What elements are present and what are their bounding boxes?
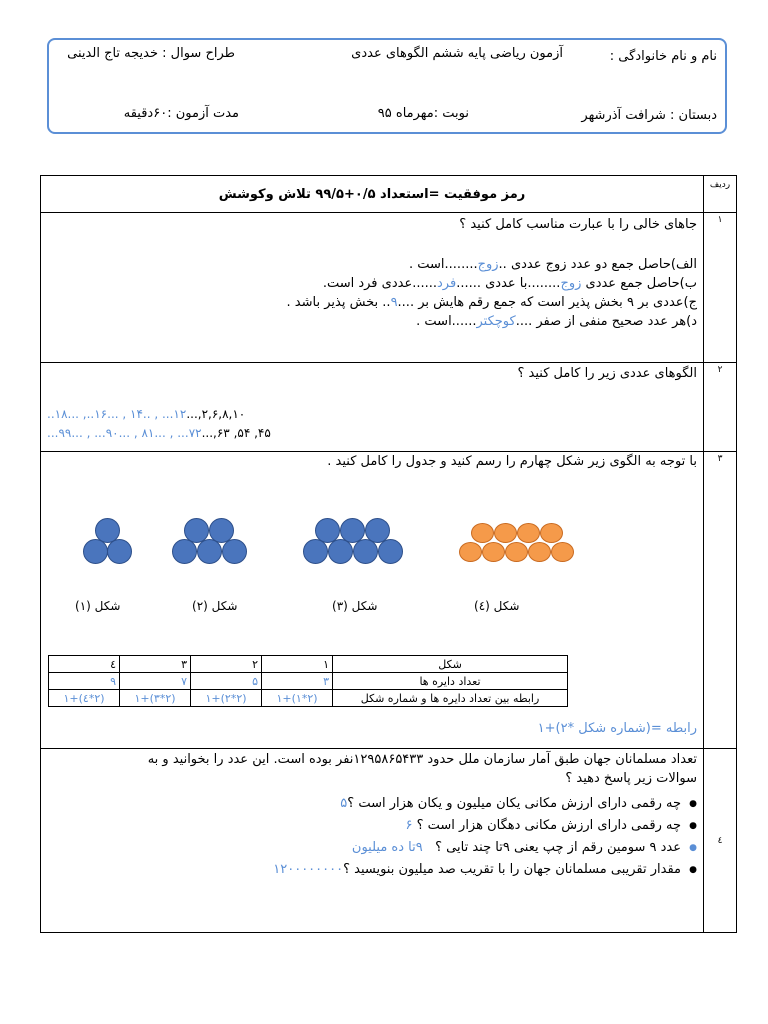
motto-text: رمز موفقیت =استعداد ۰/۵+۹۹/۵ تلاش وکوشش — [218, 186, 526, 202]
q4-answer-2: ۶ — [405, 818, 413, 833]
exam-table — [40, 175, 737, 933]
shape-num-2: ۲ — [191, 656, 262, 673]
designer: طراح سوال : خدیجه تاج الدینی — [67, 46, 235, 61]
shape-3-label: شکل (۳) — [332, 599, 378, 613]
q1-b-answer-2: فرد — [437, 276, 457, 291]
shape-1-label: شکل (۱) — [75, 599, 121, 613]
q1-b-answer-1: زوج — [560, 276, 582, 291]
q3-prompt: با توجه به الگوی زیر شکل چهارم را رسم کنید و جدول را کامل کنید . — [327, 454, 697, 469]
count-1: ۳ — [262, 673, 333, 690]
relation-2: (۲*۲)+۱ — [191, 690, 262, 707]
q2-number: ۲ — [704, 363, 737, 452]
q4-answer-1: ۵ — [340, 796, 348, 811]
q2-sequence-2: ۴۵, ۵۴, ۶۳,...۷۲... , ...۸۱ , ...۹۰... , ...۹۹... — [47, 426, 271, 440]
pattern-table — [48, 655, 568, 707]
duration: مدت آزمون :۶۰دقیقه — [123, 106, 239, 121]
row-header-relation: رابطه بین تعداد دایره ها و شماره شکل — [333, 690, 568, 707]
exam-title: آزمون ریاضی پایه ششم الگوهای عددی — [351, 46, 563, 61]
q4-bullet-3: ● عدد ۹ سومین رقم از چپ یعنی ۹تا چند تایی ؟ ۹تا ده میلیون — [273, 840, 681, 862]
shape-num-3: ۳ — [120, 656, 191, 673]
q1-line-b: ب)حاصل جمع عددی زوج........با عددی ......فرد......عددی فرد است. — [322, 276, 697, 291]
q2-prompt: الگوهای عددی زیر را کامل کنید ؟ — [517, 366, 697, 381]
q3-cell — [41, 452, 704, 749]
q2-seq1-answers: ۱۲... , ..۱۴ , ...۱۶.., ...۱۸.. — [47, 407, 187, 421]
q1-c-answer: ۹ — [390, 295, 398, 310]
count-3: ۷ — [120, 673, 191, 690]
q1-prompt: جاهای خالی را با عبارت مناسب کامل کنید ؟ — [459, 217, 697, 232]
q1-line-d: د)هر عدد صحیح منفی از صفر ....کوچکتر......است . — [416, 314, 697, 329]
radif-header: ردیف — [704, 176, 737, 213]
q1-a-answer: زوج — [477, 257, 499, 272]
q4-answer-3: ۹تا ده میلیون — [351, 840, 423, 855]
q4-intro-1: تعداد مسلمانان جهان طبق آمار سازمان ملل حدود ۱۲۹۵۸۶۵۴۳۳نفر بوده است. این عدد را بخوانید و به — [147, 752, 697, 767]
school: دبستان : شرافت آذرشهر — [581, 108, 717, 123]
q1-line-a: الف)حاصل جمع دو عدد زوج عددی ..زوج........است . — [409, 257, 697, 272]
shape-4-label: شکل (٤) — [474, 599, 520, 613]
row-header-shape: شکل — [333, 656, 568, 673]
q2-sequence-1: ۲,۶,۸,۱۰,...۱۲... , ..۱۴ , ...۱۶.., ...۱۸.. — [47, 407, 246, 421]
count-2: ۵ — [191, 673, 262, 690]
q2-cell — [41, 363, 704, 452]
name-field: نام و نام خانوادگی : — [609, 49, 717, 64]
q2-seq2-answers: ۷۲... , ...۸۱ , ...۹۰... , ...۹۹... — [47, 426, 202, 440]
count-4: ۹ — [49, 673, 120, 690]
q4-bullet-2: ● چه رقمی دارای ارزش مکانی دهگان هزار است ؟ ۶ — [273, 818, 681, 840]
q4-bullet-1: ● چه رقمی دارای ارزش مکانی یکان میلیون و یکان هزار است ؟۵ — [273, 796, 681, 818]
session: نوبت :مهرماه ۹۵ — [377, 106, 469, 121]
q4-intro-2: سوالات زیر پاسخ دهید ؟ — [565, 771, 697, 786]
q4-cell — [41, 749, 704, 933]
shape-num-1: ۱ — [262, 656, 333, 673]
q4-bullet-4: ● مقدار تقریبی مسلمانان جهان را با تقریب صد میلیون بنویسید ؟۱۲۰۰۰۰۰۰۰۰ — [273, 862, 681, 884]
relation-1: (۲*۱)+۱ — [262, 690, 333, 707]
relation-4: (۲*٤)+۱ — [49, 690, 120, 707]
shape-num-4: ٤ — [49, 656, 120, 673]
q4-answer-4: ۱۲۰۰۰۰۰۰۰۰ — [273, 862, 344, 877]
q4-questions — [273, 796, 697, 884]
q3-formula: رابطه =(شماره شکل *۲)+۱ — [537, 721, 697, 736]
row-header-count: تعداد دایره ها — [333, 673, 568, 690]
q4-number: ٤ — [704, 749, 737, 933]
q1-number: ۱ — [704, 213, 737, 363]
shape-2-label: شکل (۲) — [192, 599, 238, 613]
q1-d-answer: کوچکتر — [476, 314, 516, 329]
relation-3: (۲*۳)+۱ — [120, 690, 191, 707]
q1-cell — [41, 213, 704, 363]
header-box — [47, 38, 727, 134]
q3-number: ۳ — [704, 452, 737, 749]
q1-line-c: ج)عددی بر ۹ بخش پذیر است که جمع رقم هایش بر ....۹.. بخش پذیر باشد . — [286, 295, 697, 310]
motto — [41, 176, 704, 213]
